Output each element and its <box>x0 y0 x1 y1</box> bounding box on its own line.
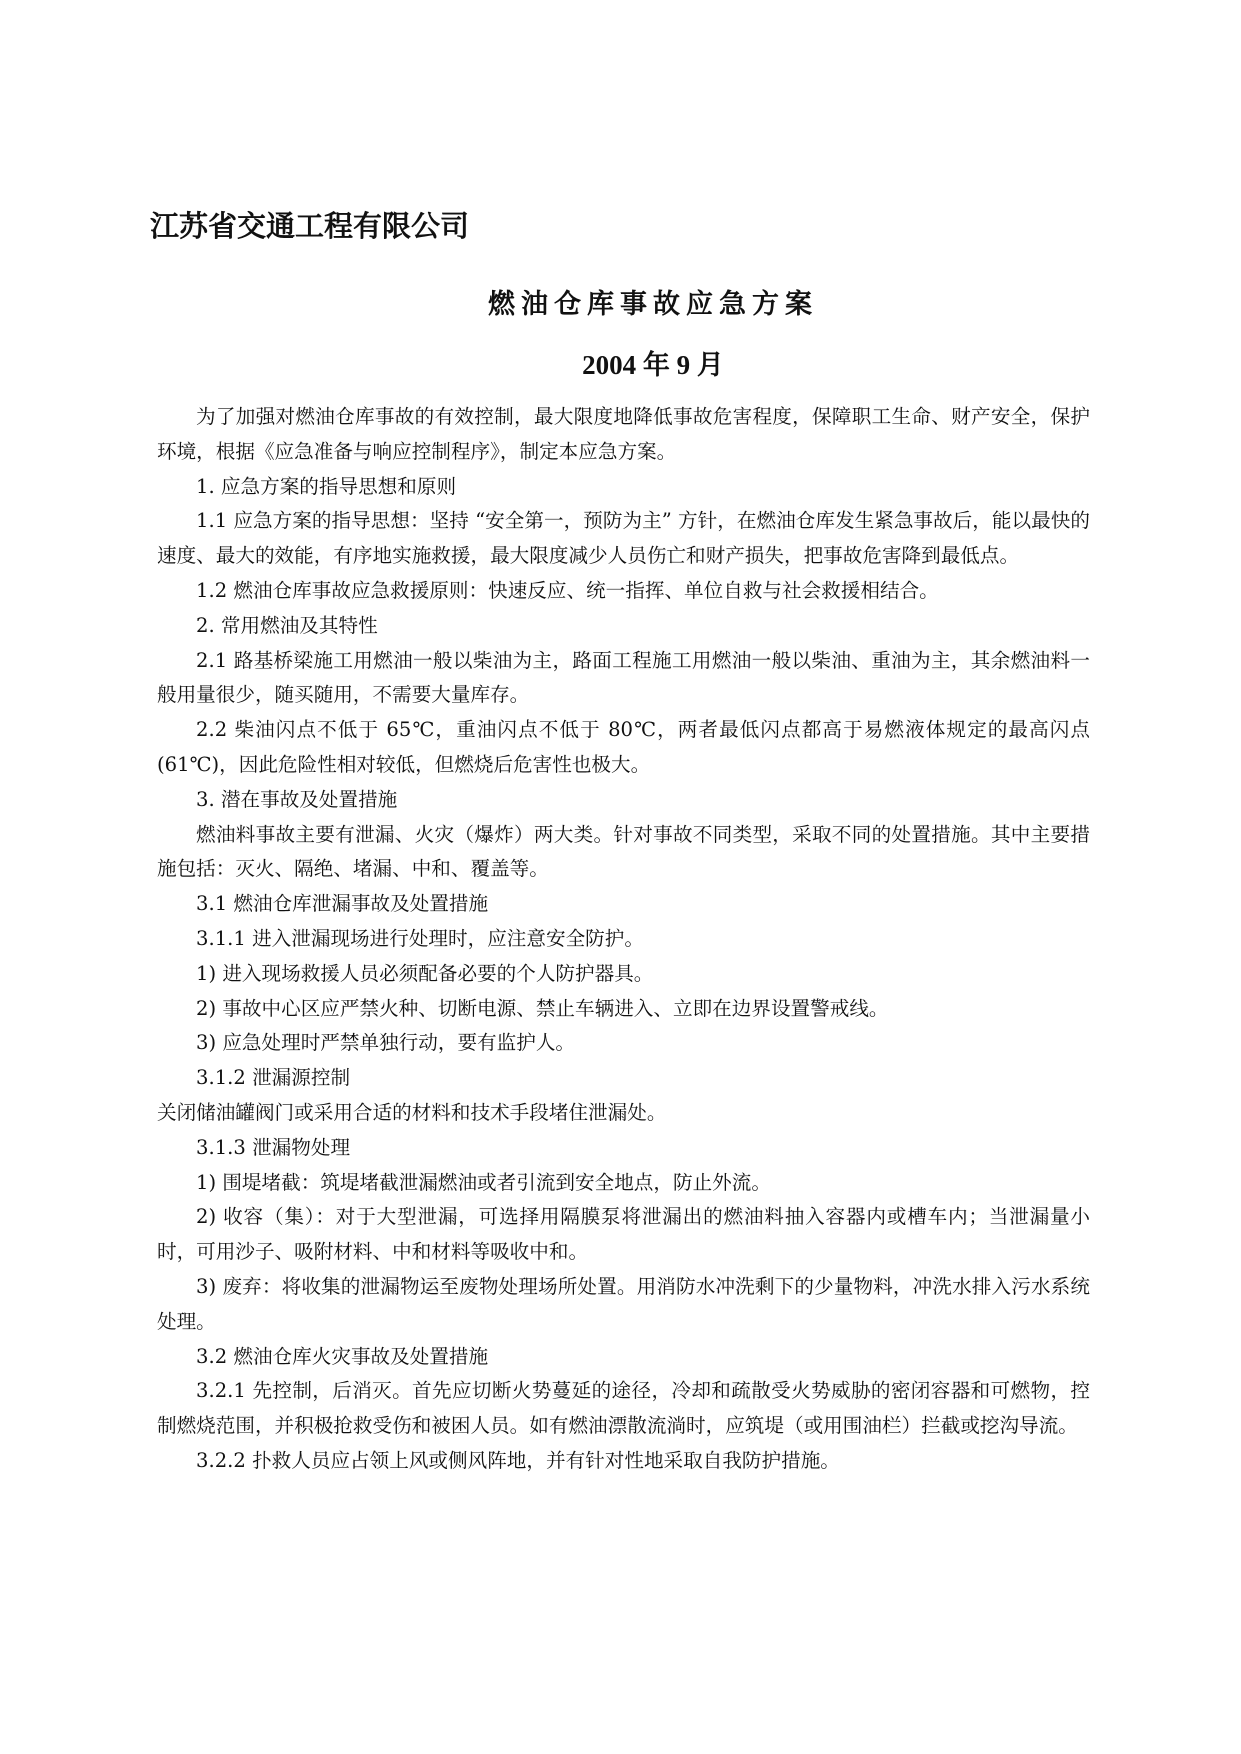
subsection-heading-3-1-2: 3.1.2 泄漏源控制 <box>196 1066 351 1090</box>
paragraph-3-intro: 燃油料事故主要有泄漏、火灾（爆炸）两大类。针对事故不同类型，采取不同的处置措施。其中主要措施包括：灭火、隔绝、堵漏、中和、覆盖等。 <box>157 822 1090 881</box>
paragraph-1-1: 1.1 应急方案的指导思想：坚持 “安全第一，预防为主” 方针，在燃油仓库发生紧急事故后，能以最快的速度、最大的效能，有序地实施救援，最大限度减少人员伤亡和财产损失，把事故危害降到最低点。 <box>157 509 1090 568</box>
section-heading-1: 1. 应急方案的指导思想和原则 <box>196 474 457 498</box>
paragraph-2-1: 2.1 路基桥梁施工用燃油一般以柴油为主，路面工程施工用燃油一般以柴油、重油为主，其余燃油料一般用量很少，随买随用，不需要大量库存。 <box>157 648 1090 707</box>
paragraph-3-2-1: 3.2.1 先控制，后消灭。首先应切断火势蔓延的途径，冷却和疏散受火势威胁的密闭容器和可燃物，控制燃烧范围，并积极抢救受伤和被困人员。如有燃油漂散流淌时，应筑堤（或用围油栏）拦截或挖沟导流。 <box>157 1379 1090 1438</box>
paragraph-3-2-2: 3.2.2 扑救人员应占领上风或侧风阵地，并有针对性地采取自我防护措施。 <box>196 1448 840 1472</box>
document-date: 2004 年 9 月 <box>582 350 724 380</box>
paragraph-1-2: 1.2 燃油仓库事故应急救援原则：快速反应、统一指挥、单位自救与社会救援相结合。 <box>196 578 939 602</box>
paragraph-2-2: 2.2 柴油闪点不低于 65℃，重油闪点不低于 80℃，两者最低闪点都高于易燃液体规定的最高闪点(61℃)，因此危险性相对较低，但燃烧后危害性也极大。 <box>157 718 1090 776</box>
list-item: 1) 围堤堵截：筑堤堵截泄漏燃油或者引流到安全地点，防止外流。 <box>196 1170 771 1194</box>
subsection-heading-3-1: 3.1 燃油仓库泄漏事故及处置措施 <box>196 892 489 916</box>
list-item: 1) 进入现场救援人员必须配备必要的个人防护器具。 <box>196 961 654 985</box>
paragraph-3-1-1: 3.1.1 进入泄漏现场进行处理时，应注意安全防护。 <box>196 926 644 950</box>
list-item: 2) 收容（集）：对于大型泄漏，可选择用隔膜泵将泄漏出的燃油料抽入容器内或槽车内；当泄漏量小时，可用沙子、吸附材料、中和材料等吸收中和。 <box>157 1205 1090 1264</box>
list-item: 3) 应急处理时严禁单独行动，要有监护人。 <box>196 1031 576 1055</box>
list-item: 2) 事故中心区应严禁火种、切断电源、禁止车辆进入、立即在边界设置警戒线。 <box>196 996 889 1020</box>
list-item: 3) 废弃：将收集的泄漏物运至废物处理场所处置。用消防水冲洗剩下的少量物料，冲洗水排入污水系统处理。 <box>157 1274 1090 1333</box>
document-body <box>157 400 1090 1479</box>
company-name: 江苏省交通工程有限公司 <box>150 209 470 243</box>
section-heading-3: 3. 潜在事故及处置措施 <box>196 787 398 811</box>
subsection-heading-3-2: 3.2 燃油仓库火灾事故及处置措施 <box>196 1344 489 1368</box>
paragraph-intro: 为了加强对燃油仓库事故的有效控制，最大限度地降低事故危害程度，保障职工生命、财产安全，保护环境，根据《应急准备与响应控制程序》，制定本应急方案。 <box>157 405 1090 463</box>
section-heading-2: 2. 常用燃油及其特性 <box>196 613 378 637</box>
paragraph-3-1-2: 关闭储油罐阀门或采用合适的材料和技术手段堵住泄漏处。 <box>157 1100 667 1124</box>
document-title: 燃油仓库事故应急方案 <box>488 289 818 320</box>
subsection-heading-3-1-3: 3.1.3 泄漏物处理 <box>196 1135 351 1159</box>
